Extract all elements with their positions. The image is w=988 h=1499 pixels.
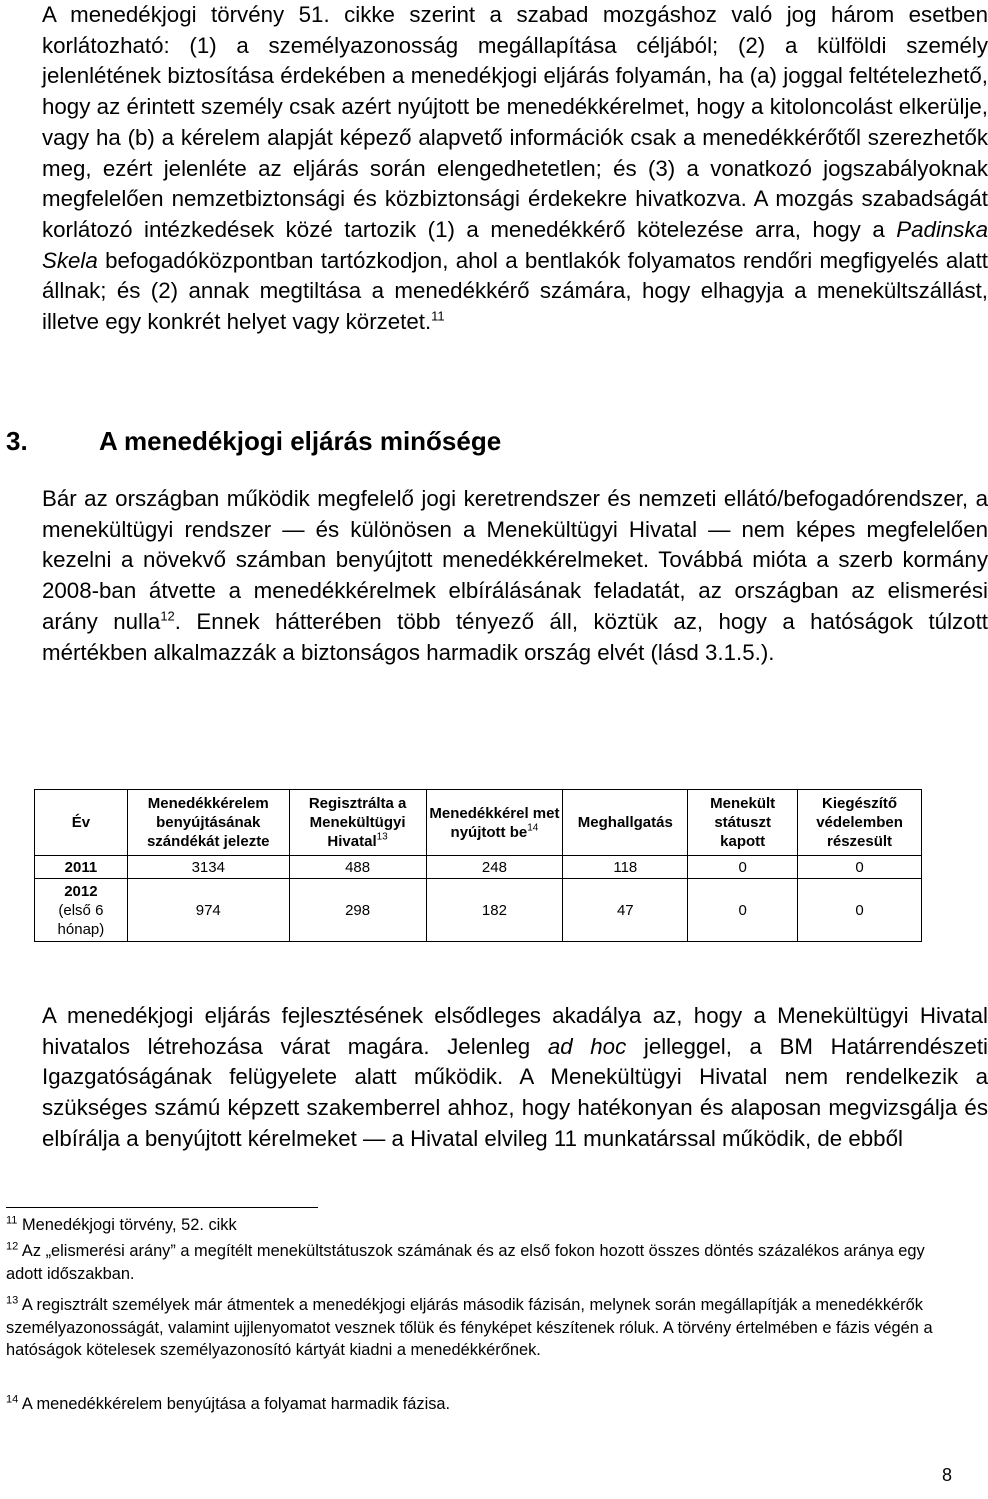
paragraph-text-continued: jelleggel, a BM Határrendészeti Igazgatóságának felügyelete alatt működik. A Menekültügyi Hivatal nem rendelkezik a szükséges számú képzett szakemberrel ahhoz, hogy hatékonyan és alaposan megvizsgálja és elbírálja a benyújtott kérelmeket — a Hivatal elvileg 11 munkatárssal működik, de ebből bbox=[42, 1033, 988, 1151]
footnote-14 bbox=[6, 1393, 952, 1416]
footnote-11 bbox=[6, 1214, 952, 1237]
footnote-ref-13[interactable]: 13 bbox=[376, 831, 388, 843]
header-registered-label: Regisztrálta a Menekültügyi Hivatal bbox=[308, 795, 407, 850]
paragraph-17 bbox=[6, 484, 988, 668]
footnote-ref-14[interactable]: 14 bbox=[527, 822, 539, 833]
table-cell: 0 bbox=[688, 879, 798, 942]
table-cell: 47 bbox=[563, 879, 688, 942]
footnote-ref-12[interactable]: 12 bbox=[160, 608, 175, 624]
table-cell: 0 bbox=[798, 856, 922, 879]
table-cell: 182 bbox=[426, 879, 563, 942]
table-header-row bbox=[35, 790, 922, 856]
paragraph-text-continued: befogadóközpontban tartózkodjon, ahol a bentlakók folyamatos rendőri megfigyelés alatt állnak; és (2) annak megtiltása a menedékkérő számára, hogy elhagyja a menekültszállást, illetve egy konkrét helyet vagy körzetet. bbox=[42, 247, 988, 335]
year-value: 2012 bbox=[64, 882, 98, 900]
header-year: Év bbox=[35, 790, 128, 856]
paragraph-text: Bár az országban működik megfelelő jogi keretrendszer és nemzeti ellátó/befogadórendszer, a menekültügyi rendszer — és különösen a Menekültügyi Hivatal — nem képes megfelelően kezelni a növekvő számban benyújtott menedékkérelmeket. Továbbá mióta a szerb kormány 2008-ban átvette a menedékkérelmek elbírálásának feladatát, az országban az elismerési arány nulla bbox=[42, 486, 988, 634]
header-subsidiary-protection: Kiegészítő védelemben részesült bbox=[798, 790, 922, 856]
table-cell: 118 bbox=[563, 856, 688, 879]
table-cell: 298 bbox=[289, 879, 426, 942]
footnote-12 bbox=[6, 1240, 952, 1285]
table-cell: 488 bbox=[289, 856, 426, 879]
table-cell-year: 2011 bbox=[35, 856, 128, 879]
header-refugee-status: Menekült státuszt kapott bbox=[688, 790, 798, 856]
footnote-text: Menedékjogi törvény, 52. cikk bbox=[21, 1216, 237, 1234]
footnote-ref-11[interactable]: 11 bbox=[431, 308, 445, 324]
footnote-number: 12 bbox=[6, 1240, 19, 1253]
table-cell: 3134 bbox=[127, 856, 289, 879]
footnote-text: A regisztrált személyek már átmentek a menedékjogi eljárás második fázisán, melynek során megállapítják a menedékkérők személyazonosságát, valamint ujjlenyomatot vesznek tőlük és fényképet készítenek róluk. A törvény értelmében e fázis végén a hatóságok kötelesek személyazonosító kártyát kiadni a menedékkérőnek. bbox=[6, 1296, 933, 1360]
section-number: 3. bbox=[6, 426, 28, 456]
place-name: Padinska Skela bbox=[42, 216, 988, 273]
paragraph-number bbox=[6, 1001, 42, 1032]
header-hearing: Meghallgatás bbox=[563, 790, 688, 856]
paragraph-16 bbox=[6, 0, 988, 338]
footnote-text: A menedékkérelem benyújtása a folyamat harmadik fázisa. bbox=[21, 1395, 451, 1413]
table-row bbox=[35, 856, 922, 879]
table-cell: 0 bbox=[798, 879, 922, 942]
table-cell: 248 bbox=[426, 856, 563, 879]
paragraph-number bbox=[6, 484, 42, 515]
section-title: A menedékjogi eljárás minősége bbox=[99, 426, 502, 456]
table-row bbox=[35, 879, 922, 942]
footnote-number: 13 bbox=[6, 1294, 19, 1307]
footnote-separator bbox=[6, 1207, 318, 1208]
latin-term: ad hoc bbox=[547, 1033, 627, 1059]
footnote-13 bbox=[6, 1294, 952, 1362]
table-cell: 0 bbox=[688, 856, 798, 879]
table-cell: 974 bbox=[127, 879, 289, 942]
asylum-statistics-table bbox=[34, 789, 922, 942]
table-cell-year bbox=[35, 879, 128, 942]
footnote-text: Az „elismerési arány” a megítélt menekültstátuszok számának és az első fokon hozott összes döntés százalékos aránya egy adott időszakban. bbox=[6, 1242, 925, 1283]
section-heading bbox=[6, 424, 501, 458]
year-note: (első 6 hónap) bbox=[57, 901, 105, 938]
paragraph-18 bbox=[6, 1001, 988, 1155]
header-intent: Menedékkérelem benyújtásának szándékát jelezte bbox=[127, 790, 289, 856]
footnote-number: 11 bbox=[6, 1214, 18, 1227]
header-submitted bbox=[426, 790, 563, 856]
paragraph-number bbox=[6, 0, 42, 31]
page-number: 8 bbox=[941, 1465, 952, 1485]
paragraph-text: A menedékjogi eljárás fejlesztésének elsődleges akadálya az, hogy a Menekültügyi Hivatal hivatalos létrehozása várat magára. Jelenleg bbox=[42, 1003, 988, 1059]
header-submitted-label: Menedékkérel met nyújtott be bbox=[429, 804, 560, 841]
paragraph-text-continued: . Ennek hátterében több tényező áll, köztük az, hogy a hatóságok túlzott mértékben alkalmazzák a biztonságos harmadik ország elvét (lásd 3.1.5.). bbox=[42, 608, 988, 665]
header-registered bbox=[289, 790, 426, 856]
paragraph-text: A menedékjogi törvény 51. cikke szerint a szabad mozgáshoz való jog három esetben korlátozható: (1) a személyazonosság megállapítása céljából; (2) a külföldi személy jelenlétének biztosítása érdekében a menedékjogi eljárás folyamán, ha (a) joggal feltételezhető, hogy az érintett személy csak azért nyújtott be menedékkérelmet, hogy a kitoloncolást elkerülje, vagy ha (b) a kérelem alapját képező alapvető információk csak a menedékkérőtől szerezhetők meg, ezért jelenléte az eljárás során elengedhetetlen; és (3) a vonatkozó jogszabályoknak megfelelően nemzetbiztonsági és közbiztonsági érdekekre hivatkozva. A mozgás szabadságát korlátozó intézkedések közé tartozik (1) a menedékkérő kötelezése arra, hogy a bbox=[42, 2, 988, 242]
footnote-number: 14 bbox=[6, 1393, 19, 1406]
